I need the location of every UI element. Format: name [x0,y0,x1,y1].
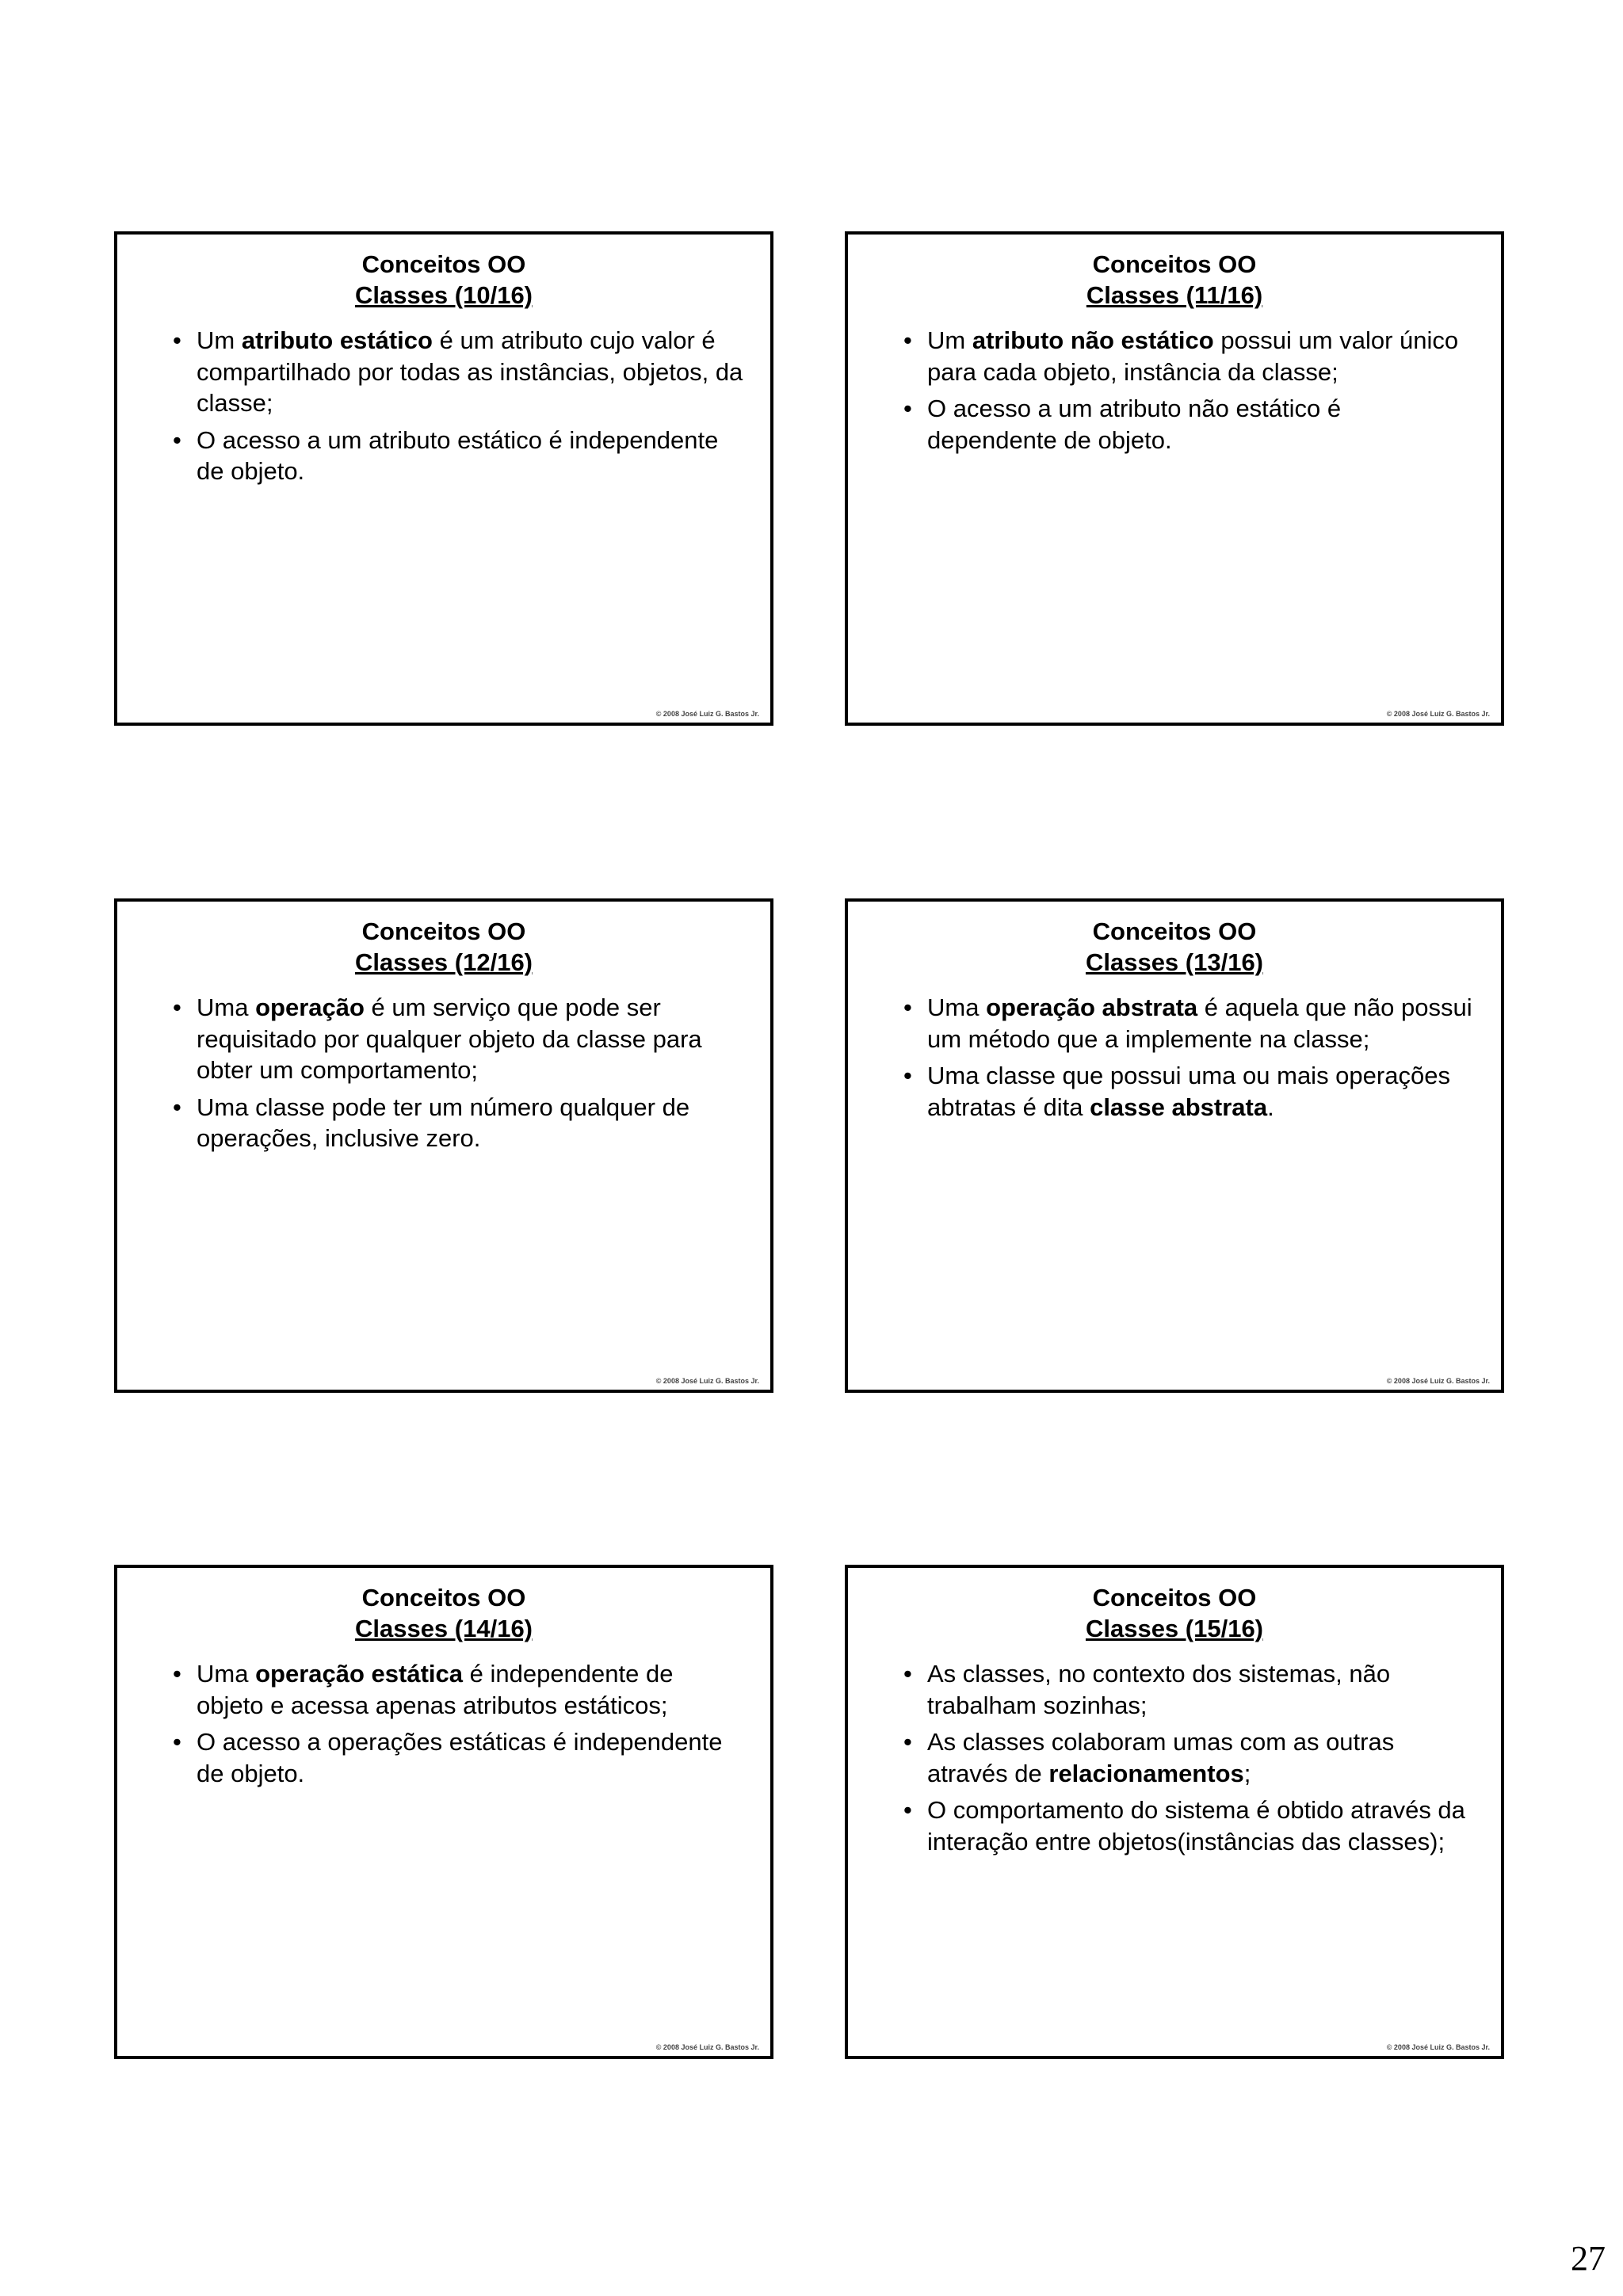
slide-heading: Conceitos OO [361,917,526,945]
copyright-notice: © 2008 José Luiz G. Bastos Jr. [655,2043,759,2051]
slide-heading: Conceitos OO [1092,1584,1257,1611]
slide-11 [845,231,1504,726]
bullet-item: • Uma classe pode ter um número qualquer de operações, inclusive zero. [197,1092,747,1154]
slide-13 [845,898,1504,1393]
bullet-item: • O acesso a um atributo estático é independente de objeto. [197,425,747,487]
copyright-notice: © 2008 José Luiz G. Bastos Jr. [1386,1377,1490,1385]
bullet-list [117,992,770,1154]
bullet-item: • Uma operação abstrata é aquela que não possui um método que a implemente na classe; [927,992,1477,1055]
slide-heading: Conceitos OO [1092,917,1257,945]
copyright-notice: © 2008 José Luiz G. Bastos Jr. [1386,2043,1490,2051]
slide-title [117,1582,770,1644]
copyright-notice: © 2008 José Luiz G. Bastos Jr. [655,710,759,718]
slide-subheading: Classes (12/16) [354,948,533,976]
slide-14 [114,1565,773,2059]
bullet-list [848,1658,1501,1857]
bullet-item: • Uma operação é um serviço que pode ser requisitado por qualquer objeto da classe para obter um comportamento; [197,992,747,1086]
slide-10 [114,231,773,726]
slide-heading: Conceitos OO [361,250,526,278]
page-number: 27 [1571,2239,1606,2278]
slide-15 [845,1565,1504,2059]
bullet-item: • O acesso a um atributo não estático é dependente de objeto. [927,393,1477,456]
slide-title [848,1582,1501,1644]
slide-subheading: Classes (10/16) [354,281,533,309]
bullet-item: • Um atributo não estático possui um valor único para cada objeto, instância da classe; [927,325,1477,387]
bullet-list [117,325,770,487]
copyright-notice: © 2008 José Luiz G. Bastos Jr. [1386,710,1490,718]
bullet-item: • Um atributo estático é um atributo cujo valor é compartilhado por todas as instâncias, objetos, da classe; [197,325,747,419]
slide-title [848,249,1501,311]
slide-subheading: Classes (14/16) [354,1615,533,1642]
slide-heading: Conceitos OO [1092,250,1257,278]
bullet-list [848,325,1501,456]
bullet-list [117,1658,770,1789]
copyright-notice: © 2008 José Luiz G. Bastos Jr. [655,1377,759,1385]
slide-heading: Conceitos OO [361,1584,526,1611]
slide-subheading: Classes (15/16) [1085,1615,1264,1642]
slide-subheading: Classes (13/16) [1085,948,1264,976]
bullet-item: • Uma classe que possui uma ou mais operações abtratas é dita classe abstrata. [927,1060,1477,1123]
slide-title [117,916,770,978]
slide-subheading: Classes (11/16) [1086,281,1263,309]
bullet-item: • Uma operação estática é independente de objeto e acessa apenas atributos estáticos; [197,1658,747,1721]
bullet-item: • O acesso a operações estáticas é independente de objeto. [197,1726,747,1789]
bullet-list [848,992,1501,1123]
slide-12 [114,898,773,1393]
bullet-item: • As classes, no contexto dos sistemas, não trabalham sozinhas; [927,1658,1477,1721]
slide-title [117,249,770,311]
bullet-item: • O comportamento do sistema é obtido através da interação entre objetos(instâncias das classes); [927,1794,1477,1857]
bullet-item: • As classes colaboram umas com as outras através de relacionamentos; [927,1726,1477,1789]
slide-title [848,916,1501,978]
